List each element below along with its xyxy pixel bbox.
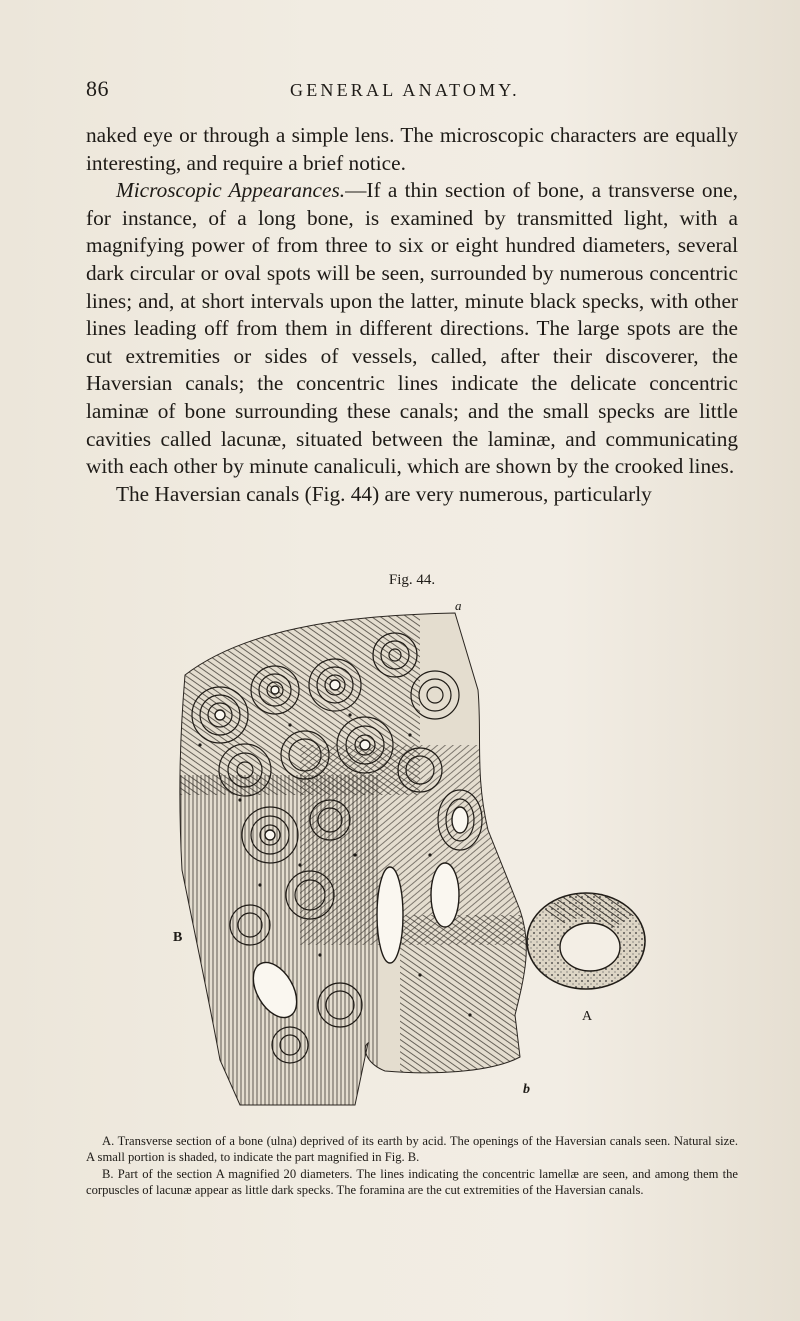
magnified-section-b [100,595,700,1125]
page-number: 86 [86,76,109,101]
figure-title: Fig. 44. [388,572,436,588]
paragraph-3: The Haversian canals (Fig. 44) are very numerous, particularly [116,481,652,506]
paragraph-1: naked eye or through a simple lens. The microscopic characters are equally interesting, and require a brief notice. [86,123,738,175]
figure-label-a-upper: A [582,1009,593,1024]
transverse-section-a [527,893,645,989]
caption-letter-a: A. [102,1134,115,1148]
running-head: GENERAL ANATOMY. [290,80,520,100]
bone-section-illustration [100,595,700,1125]
figure-label-b-lower: b [523,1082,530,1097]
caption-text-b: Part of the section A magnified 20 diameters. The lines indicating the concentric lamellæ are seen, and among them the corpuscles of lacunæ appear as little dark specks. The foramina are the cut extremities of the Haversian canals. [86,1166,738,1197]
paragraph-2-text: —If a thin section of bone, a transverse one, for instance, of a long bone, is examined by transmitted light, with a magnifying power of from three to six or eight hundred diameters, several dark circular or oval spots will be seen, surrounded by numerous concentric lines; and, at short intervals upon the latter, minute black specks, with other lines leading off from them in different directions. The large spots are the cut extremities or sides of vessels, called, after their discoverer, the Haversian canals; the concentric lines indicate the delicate concentric laminæ of bone surrounding these canals; and the small specks are little cavities called lacunæ, situated between the laminæ, and communicating with each other by minute canaliculi, which are shown by the crooked lines. [86,178,738,479]
paragraph-2-heading: Microscopic Appearances. [116,178,346,203]
caption-paragraph-b [86,1166,738,1199]
paragraph-2 [86,177,738,481]
caption-paragraph-a [86,1133,738,1166]
caption-letter-b: B. [102,1166,114,1181]
body-text [86,122,738,508]
figure-label-a-lower: a [455,598,462,613]
figure-label-b-upper: B [173,930,183,945]
figure-caption [86,1133,738,1198]
figure-44 [100,595,700,1125]
caption-text-a: Transverse section of a bone (ulna) deprived of its earth by acid. The openings of the Haversian canals seen. Natural size. A small portion is shaded, to indicate the part magnified in Fig. B. [86,1134,738,1165]
